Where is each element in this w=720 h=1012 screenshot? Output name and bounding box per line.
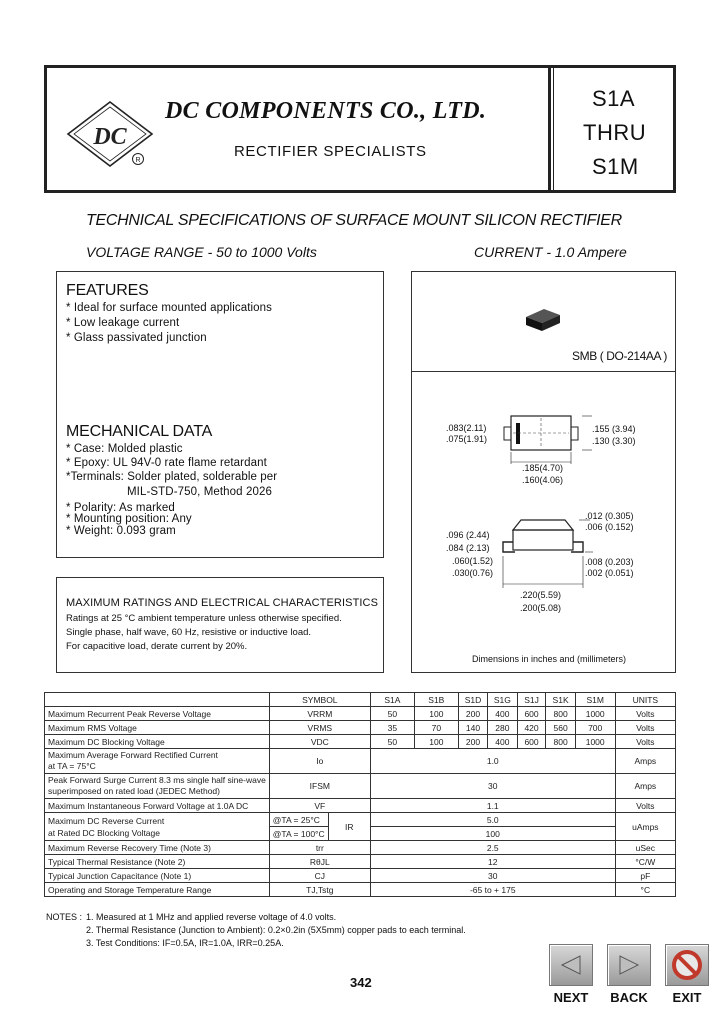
table-row: Maximum Reverse Recovery Time (Note 3) trr 2.5 uSec xyxy=(45,841,676,855)
mechanical-item: * Mounting position: Any xyxy=(66,513,192,525)
logo-text: DC xyxy=(93,124,127,150)
back-label[interactable]: BACK xyxy=(610,990,648,1005)
dim-label: .008 (0.203) xyxy=(585,557,634,567)
mechanical-item: * Epoxy: UL 94V-0 rate flame retardant xyxy=(66,457,267,469)
next-button[interactable] xyxy=(549,944,593,986)
col-header: S1K xyxy=(546,693,575,707)
table-row: Maximum DC Reverse Current at Rated DC Blocking Voltage @TA = 25°C IR 5.0 uAmps xyxy=(45,813,676,827)
table-header-row xyxy=(45,693,676,707)
registered-mark xyxy=(131,152,145,166)
table-row: Maximum Instantaneous Forward Voltage at 1.0A DC VF 1.1 Volts xyxy=(45,799,676,813)
ratings-title: MAXIMUM RATINGS AND ELECTRICAL CHARACTERISTICS xyxy=(66,597,379,609)
left-triangle-icon xyxy=(558,953,584,977)
col-header: UNITS xyxy=(615,693,675,707)
back-button[interactable] xyxy=(607,944,651,986)
dim-label: .200(5.08) xyxy=(520,603,562,613)
col-header: S1G xyxy=(488,693,517,707)
next-label[interactable]: NEXT xyxy=(553,990,589,1005)
dim-label: .012 (0.305) xyxy=(585,511,634,521)
feature-item: * Ideal for surface mounted applications xyxy=(66,302,273,314)
mechanical-item: * Weight: 0.093 gram xyxy=(66,525,176,537)
package-divider xyxy=(411,371,676,372)
current-rating: CURRENT - 1.0 Ampere xyxy=(474,244,627,260)
spec-title: TECHNICAL SPECIFICATIONS OF SURFACE MOUNT SILICON RECTIFIER xyxy=(86,212,622,229)
exit-label[interactable]: EXIT xyxy=(672,990,702,1005)
dim-label: .075(1.91) xyxy=(446,434,488,444)
top-view-drawing xyxy=(500,412,600,467)
voltage-range: VOLTAGE RANGE - 50 to 1000 Volts xyxy=(86,244,317,260)
package-label: SMB ( DO-214AA ) xyxy=(572,349,667,363)
features-title: FEATURES xyxy=(66,282,149,299)
dim-label: .084 (2.13) xyxy=(446,543,490,553)
mechanical-item: *Terminals: Solder plated, solderable per xyxy=(66,471,278,483)
dim-label: .083(2.11) xyxy=(446,423,487,433)
side-view-drawing xyxy=(495,512,595,597)
feature-item: * Glass passivated junction xyxy=(66,332,207,344)
dimensions-note: Dimensions in inches and (millimeters) xyxy=(472,654,627,664)
dim-label: .002 (0.051) xyxy=(585,568,634,578)
package-photo xyxy=(522,305,564,333)
table-row: Maximum RMS Voltage VRMS 35 70 140 280 420 560 700 Volts xyxy=(45,721,676,735)
header-divider xyxy=(548,65,551,193)
header-divider-inner xyxy=(553,65,554,193)
table-row: Typical Thermal Resistance (Note 2) RθJL 12 °C/W xyxy=(45,855,676,869)
part-thru: THRU xyxy=(583,120,647,145)
notes-label: NOTES : xyxy=(46,912,83,922)
table-row: Maximum Average Forward Rectified Current at TA = 75°C Io 1.0 Amps xyxy=(45,749,676,774)
col-header: SYMBOL xyxy=(269,693,370,707)
dim-label: .155 (3.94) xyxy=(592,424,636,434)
right-triangle-icon xyxy=(616,953,642,977)
note-item: 2. Thermal Resistance (Junction to Ambient): 0.2×0.2in (5X5mm) copper pads to each terminal. xyxy=(86,925,466,935)
spec-table xyxy=(44,692,676,897)
dim-label: .060(1.52) xyxy=(452,556,494,566)
col-header: S1J xyxy=(517,693,546,707)
dim-label: .130 (3.30) xyxy=(592,436,636,446)
table-row: Operating and Storage Temperature Range TJ,Tstg -65 to + 175 °C xyxy=(45,883,676,897)
mechanical-item: MIL-STD-750, Method 2026 xyxy=(127,486,272,498)
col-header: S1D xyxy=(458,693,487,707)
feature-item: * Low leakage current xyxy=(66,317,180,329)
dim-label: .006 (0.152) xyxy=(585,522,634,532)
mechanical-item: * Polarity: As marked xyxy=(66,502,175,514)
dim-label: .160(4.06) xyxy=(522,475,564,485)
exit-button[interactable] xyxy=(665,944,709,986)
no-entry-icon xyxy=(670,948,704,982)
page-number: 342 xyxy=(350,975,372,990)
dim-label: .096 (2.44) xyxy=(446,530,490,540)
dim-label: .220(5.59) xyxy=(520,590,562,600)
note-item: 1. Measured at 1 MHz and applied reverse voltage of 4.0 volts. xyxy=(86,912,337,922)
table-row: Maximum Recurrent Peak Reverse Voltage VRRM 50 100 200 400 600 800 1000 Volts xyxy=(45,707,676,721)
col-header: S1B xyxy=(414,693,458,707)
note-item: 3. Test Conditions: IF=0.5A, IR=1.0A, IRR=0.25A. xyxy=(86,938,284,948)
ratings-line: For capacitive load, derate current by 20%. xyxy=(66,641,248,652)
table-row: Maximum DC Blocking Voltage VDC 50 100 200 400 600 800 1000 Volts xyxy=(45,735,676,749)
ratings-line: Ratings at 25 °C ambient temperature unless otherwise specified. xyxy=(66,613,342,624)
company-slogan: RECTIFIER SPECIALISTS xyxy=(234,143,427,160)
part-to: S1M xyxy=(592,154,639,179)
part-from: S1A xyxy=(592,86,636,111)
col-header: S1A xyxy=(370,693,414,707)
dim-label: .185(4.70) xyxy=(522,463,564,473)
mechanical-item: * Case: Molded plastic xyxy=(66,443,183,455)
ratings-box xyxy=(56,577,384,673)
col-header: S1M xyxy=(575,693,615,707)
table-row: @TA = 100°C 100 xyxy=(45,827,676,841)
svg-text:R: R xyxy=(135,157,141,164)
dim-label: .030(0.76) xyxy=(452,568,494,578)
ratings-line: Single phase, half wave, 60 Hz, resistive or inductive load. xyxy=(66,627,312,638)
table-row: Typical Junction Capacitance (Note 1) CJ 30 pF xyxy=(45,869,676,883)
table-row: Peak Forward Surge Current 8.3 ms single half sine-wave superimposed on rated load (JEDEC Method) IFSM 30 Amps xyxy=(45,774,676,799)
mechanical-title: MECHANICAL DATA xyxy=(66,423,213,440)
company-name: DC COMPONENTS CO., LTD. xyxy=(165,98,487,124)
